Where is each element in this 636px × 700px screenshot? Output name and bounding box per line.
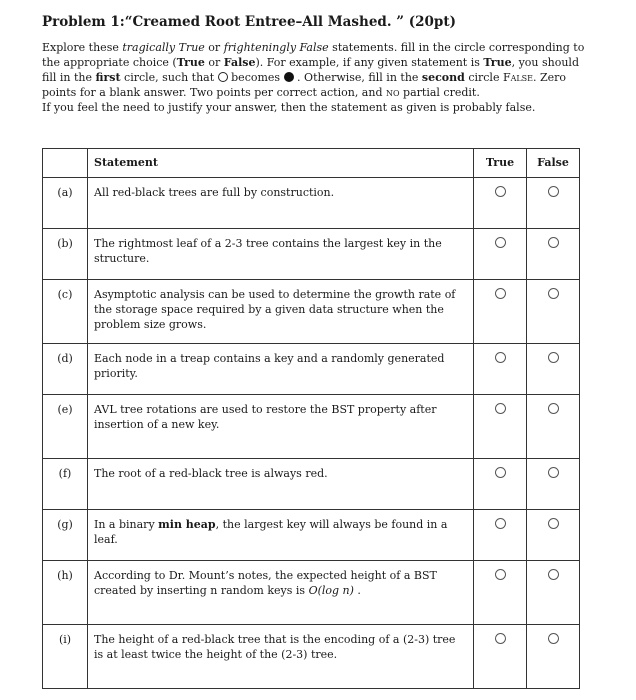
true-choice[interactable] <box>474 510 527 561</box>
false-choice[interactable] <box>527 178 580 229</box>
false-choice[interactable] <box>527 280 580 344</box>
header-true: True <box>474 149 527 178</box>
empty-circle-icon[interactable] <box>548 403 559 414</box>
intro-smallcaps-no: no <box>386 86 400 99</box>
row-statement: All red-black trees are full by construction. <box>88 178 474 229</box>
row-statement-text: . <box>353 584 361 597</box>
intro-smallcaps-false: False <box>502 71 533 84</box>
intro-bold-first: first <box>95 71 121 84</box>
intro-text: partial credit. <box>399 86 480 99</box>
empty-circle-icon[interactable] <box>548 467 559 478</box>
empty-circle-icon <box>218 72 228 82</box>
true-choice[interactable] <box>474 561 527 625</box>
empty-circle-icon[interactable] <box>495 467 506 478</box>
intro-bold-false: False <box>223 56 256 69</box>
table-row <box>43 561 580 625</box>
table-row <box>43 178 580 229</box>
true-choice[interactable] <box>474 344 527 395</box>
header-label-cell <box>43 149 88 178</box>
empty-circle-icon[interactable] <box>495 518 506 529</box>
table-row <box>43 280 580 344</box>
intro-text: ). For example, if any given statement is <box>255 56 484 69</box>
empty-circle-icon[interactable] <box>495 186 506 197</box>
table-row <box>43 395 580 459</box>
empty-circle-icon[interactable] <box>495 237 506 248</box>
row-statement: Each node in a treap contains a key and a randomly generated priority. <box>88 344 474 395</box>
empty-circle-icon[interactable] <box>495 403 506 414</box>
empty-circle-icon[interactable] <box>548 633 559 644</box>
false-choice[interactable] <box>527 561 580 625</box>
row-statement: The height of a red-black tree that is the encoding of a (2-3) tree is at least twice the height of the (2-3) tree. <box>88 625 474 689</box>
table-row <box>43 229 580 280</box>
intro-text: or <box>204 41 224 54</box>
empty-circle-icon[interactable] <box>548 569 559 580</box>
table-row <box>43 625 580 689</box>
intro-text: Explore these <box>42 41 123 54</box>
table-row <box>43 459 580 510</box>
header-statement: Statement <box>88 149 474 178</box>
true-choice[interactable] <box>474 178 527 229</box>
row-statement-math: O(log n) <box>308 584 354 597</box>
row-statement <box>88 510 474 561</box>
row-statement <box>88 561 474 625</box>
intro-text: becomes <box>227 71 284 84</box>
intro-text: . Otherwise, fill in the <box>293 71 422 84</box>
intro-emph-true: tragically True <box>122 41 205 54</box>
table-row <box>43 344 580 395</box>
row-label: (g) <box>43 510 88 561</box>
empty-circle-icon[interactable] <box>548 288 559 299</box>
false-choice[interactable] <box>527 344 580 395</box>
problem-title: Problem 1:“Creamed Root Entree–All Mashed. ” (20pt) <box>42 14 456 30</box>
row-label: (i) <box>43 625 88 689</box>
intro-bold-true: True <box>176 56 205 69</box>
false-choice[interactable] <box>527 459 580 510</box>
row-label: (a) <box>43 178 88 229</box>
intro-justify-note: If you feel the need to justify your answer, then the statement as given is probably false. <box>42 101 536 114</box>
intro-text: . Zero points for a blank answer. Two points per correct action, and <box>42 71 567 99</box>
row-label: (c) <box>43 280 88 344</box>
row-statement-text: In a binary <box>94 518 159 531</box>
row-label: (e) <box>43 395 88 459</box>
row-statement-text: , the largest key will always be found in a leaf. <box>94 518 448 546</box>
empty-circle-icon[interactable] <box>495 288 506 299</box>
empty-circle-icon[interactable] <box>495 352 506 363</box>
intro-text: circle <box>464 71 503 84</box>
intro-emph-false: frighteningly False <box>223 41 329 54</box>
row-statement-text: According to Dr. Mount’s notes, the expected height of a BST created by inserting n random keys is <box>94 569 437 597</box>
empty-circle-icon[interactable] <box>548 352 559 363</box>
false-choice[interactable] <box>527 625 580 689</box>
filled-circle-icon <box>284 72 294 82</box>
true-choice[interactable] <box>474 395 527 459</box>
true-choice[interactable] <box>474 625 527 689</box>
row-statement-bold: min heap <box>158 518 216 531</box>
empty-circle-icon[interactable] <box>495 633 506 644</box>
true-choice[interactable] <box>474 459 527 510</box>
intro-text: statements. fill in the circle corresponding to the appropriate choice ( <box>42 41 585 69</box>
row-statement: Asymptotic analysis can be used to determine the growth rate of the storage space required by a given data structure when the problem size grows. <box>88 280 474 344</box>
instructions <box>42 40 590 115</box>
empty-circle-icon[interactable] <box>495 569 506 580</box>
intro-text: circle, such that <box>120 71 218 84</box>
false-choice[interactable] <box>527 395 580 459</box>
row-label: (b) <box>43 229 88 280</box>
row-statement: AVL tree rotations are used to restore the BST property after insertion of a new key. <box>88 395 474 459</box>
true-choice[interactable] <box>474 280 527 344</box>
false-choice[interactable] <box>527 510 580 561</box>
row-statement: The root of a red-black tree is always red. <box>88 459 474 510</box>
true-choice[interactable] <box>474 229 527 280</box>
intro-bold-true: True <box>483 56 512 69</box>
table-header-row <box>43 149 580 178</box>
row-label: (d) <box>43 344 88 395</box>
intro-text: or <box>204 56 224 69</box>
empty-circle-icon[interactable] <box>548 237 559 248</box>
row-label: (h) <box>43 561 88 625</box>
table-row <box>43 510 580 561</box>
false-choice[interactable] <box>527 229 580 280</box>
intro-text: , you should fill in the <box>42 56 579 84</box>
empty-circle-icon[interactable] <box>548 186 559 197</box>
true-false-table <box>42 148 580 689</box>
row-label: (f) <box>43 459 88 510</box>
intro-bold-second: second <box>421 71 465 84</box>
empty-circle-icon[interactable] <box>548 518 559 529</box>
row-statement: The rightmost leaf of a 2-3 tree contains the largest key in the structure. <box>88 229 474 280</box>
header-false: False <box>527 149 580 178</box>
